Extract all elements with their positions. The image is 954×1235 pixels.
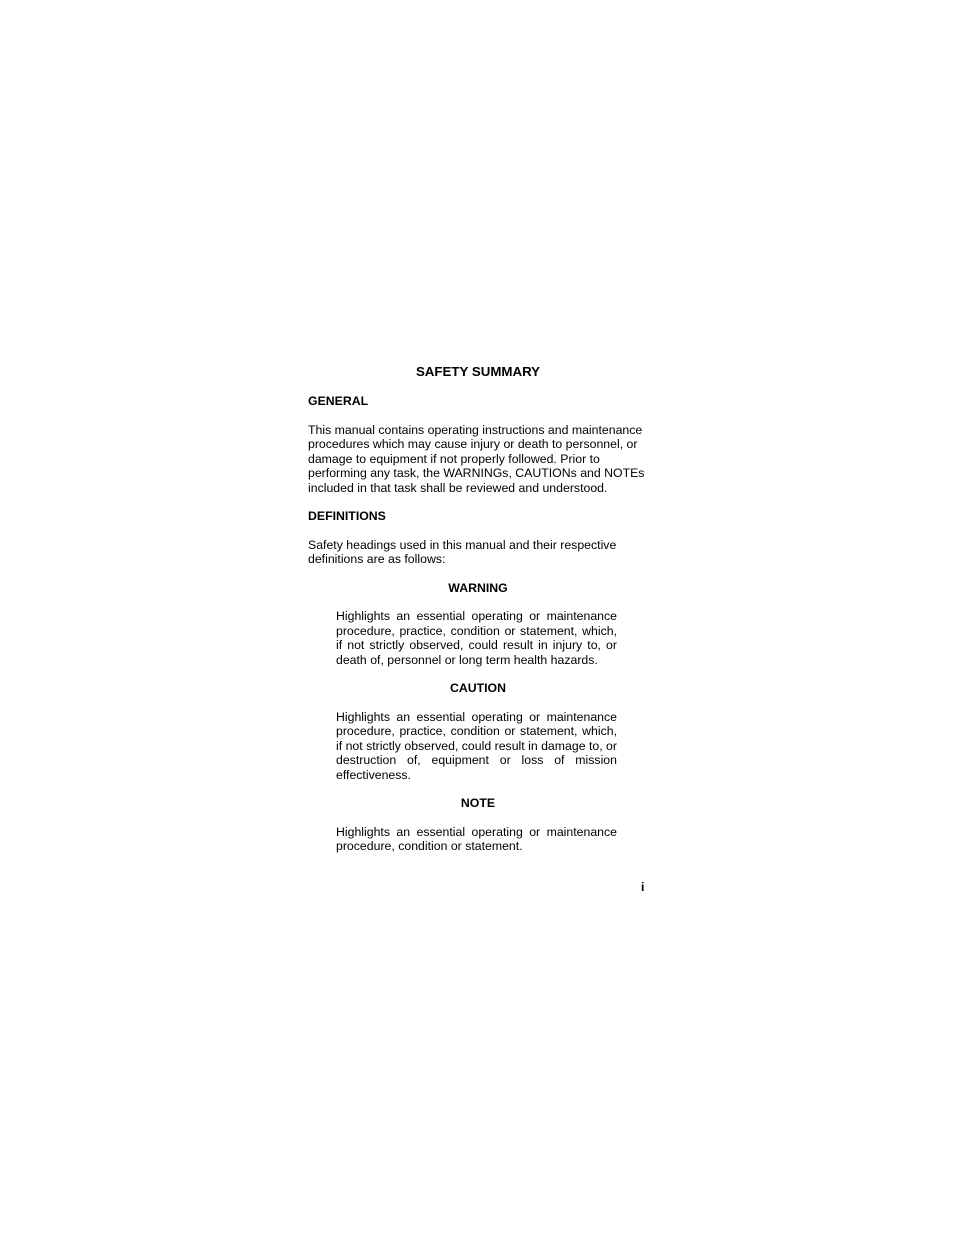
- caution-heading: CAUTION: [449, 681, 506, 695]
- safety-summary-page: [308, 364, 648, 854]
- warning-definition: Highlights an essential operating or maintenance procedure, practice, condition or statement, which, if not strictly observed, could result in injury to, or death of, personnel or long term health hazards.: [336, 609, 617, 667]
- definitions-intro: Safety headings used in this manual and their respective definitions are as follows:: [308, 537, 617, 566]
- note-definition: Highlights an essential operating or maintenance procedure, condition or statement.: [336, 824, 617, 853]
- general-heading: GENERAL: [308, 394, 369, 408]
- page-title: SAFETY SUMMARY: [415, 364, 541, 379]
- general-paragraph: This manual contains operating instructions and maintenance procedures which may cause injury or death to personnel, or damage to equipment if not properly followed. Prior to performing any task, the WARNINGs, CAUTIONs and NOTEs included in that task shall be reviewed and understood.: [308, 422, 645, 495]
- page-number: i: [641, 880, 645, 894]
- note-heading: NOTE: [460, 796, 496, 810]
- caution-definition: Highlights an essential operating or maintenance procedure, practice, condition or statement, which, if not strictly observed, could result in damage to, or destruction of, equipment or loss of mission effectiveness.: [336, 709, 617, 782]
- warning-heading: WARNING: [448, 580, 508, 595]
- definitions-heading: DEFINITIONS: [308, 509, 386, 523]
